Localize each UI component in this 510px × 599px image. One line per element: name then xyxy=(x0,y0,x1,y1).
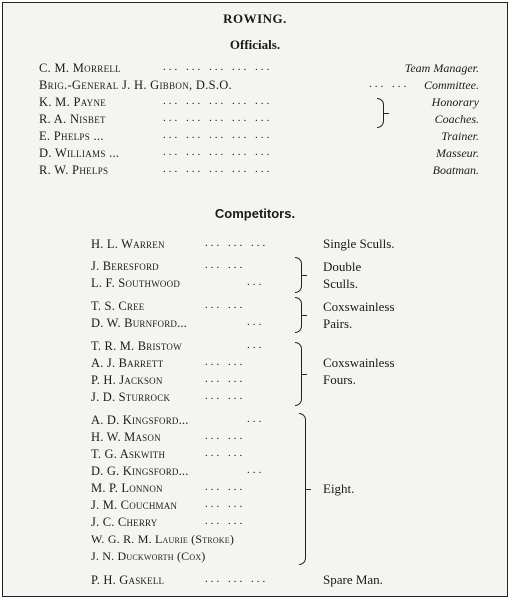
event-label: Eight. xyxy=(323,481,355,496)
leader-dots: ... ... xyxy=(205,299,246,311)
document-page xyxy=(2,2,508,597)
official-role: Masseur. xyxy=(435,146,479,160)
leader-dots: ... ... xyxy=(205,430,246,442)
event-label: Coxswainless xyxy=(323,299,395,314)
leader-dots: ... ... ... xyxy=(205,573,269,585)
official-name: R. A. Nisbet xyxy=(39,112,106,126)
leader-dots: ... ... xyxy=(205,481,246,493)
official-role: Team Manager. xyxy=(404,61,479,75)
leader-dots: ... ... ... ... ... xyxy=(163,163,273,175)
double-sculls-brace xyxy=(295,257,302,293)
competitor-name: J. N. Duckworth (Cox) xyxy=(91,549,206,563)
competitor-name: J. D. Sturrock xyxy=(91,390,171,404)
competitor-name: M. P. Lonnon xyxy=(91,481,163,495)
official-name: R. W. Phelps xyxy=(39,163,109,177)
event-label: Coxswainless xyxy=(323,355,395,370)
official-name: Brig.-General J. H. Gibbon, D.S.O. xyxy=(39,78,233,92)
event-label: Double xyxy=(323,259,362,274)
leader-dots: ... ... ... ... ... xyxy=(163,146,273,158)
leader-dots: ... xyxy=(247,464,265,476)
leader-dots: ... ... ... ... ... xyxy=(163,95,273,107)
competitor-name: D. W. Burnford... xyxy=(91,316,188,330)
coaches-brace xyxy=(377,98,384,128)
competitor-name: T. R. M. Bristow xyxy=(91,339,182,353)
leader-dots: ... ... xyxy=(369,78,410,90)
competitor-name: J. M. Couchman xyxy=(91,498,178,512)
leader-dots: ... ... xyxy=(205,373,246,385)
leader-dots: ... ... ... xyxy=(205,237,269,249)
competitor-name: L. F. Southwood xyxy=(91,276,181,290)
competitor-name: D. G. Kingsford... xyxy=(91,464,189,478)
competitor-name: T. G. Askwith xyxy=(91,447,166,461)
official-role: Trainer. xyxy=(441,129,479,143)
leader-dots: ... ... xyxy=(205,447,246,459)
official-role: Coaches. xyxy=(434,112,479,126)
leader-dots: ... xyxy=(247,276,265,288)
leader-dots: ... xyxy=(247,413,265,425)
event-label: Sculls. xyxy=(323,276,359,291)
fours-brace xyxy=(295,342,302,406)
competitor-name: A. J. Barrett xyxy=(91,356,164,370)
competitor-name: J. C. Cherry xyxy=(91,515,158,529)
official-name: C. M. Morrell xyxy=(39,61,121,75)
official-role: Committee. xyxy=(424,78,479,92)
competitor-name: T. S. Cree xyxy=(91,299,145,313)
leader-dots: ... ... ... ... ... xyxy=(163,129,273,141)
leader-dots: ... ... ... ... ... xyxy=(163,61,273,73)
official-role: Boatman. xyxy=(432,163,479,177)
leader-dots: ... ... xyxy=(205,515,246,527)
page-title: ROWING. xyxy=(223,11,287,26)
event-label: Pairs. xyxy=(323,316,353,331)
officials-heading: Officials. xyxy=(229,37,281,52)
leader-dots: ... ... xyxy=(205,498,246,510)
official-role: Honorary xyxy=(431,95,479,109)
event-label: Fours. xyxy=(323,372,356,387)
competitor-name: J. Beresford xyxy=(91,259,159,273)
leader-dots: ... ... xyxy=(205,259,246,271)
event-label: Spare Man. xyxy=(323,572,383,587)
event-label: Single Sculls. xyxy=(323,236,395,251)
competitor-name: P. H. Jackson xyxy=(91,373,163,387)
leader-dots: ... ... xyxy=(205,390,246,402)
competitors-heading: Competitors. xyxy=(214,206,296,221)
competitor-name: A. D. Kingsford... xyxy=(91,413,189,427)
official-name: D. Williams ... xyxy=(39,146,120,160)
competitor-name: W. G. R. M. Laurie (Stroke) xyxy=(91,532,235,546)
official-name: E. Phelps ... xyxy=(39,129,104,143)
eight-brace xyxy=(299,413,306,565)
official-name: K. M. Payne xyxy=(39,95,107,109)
leader-dots: ... ... xyxy=(205,356,246,368)
competitor-name: P. H. Gaskell xyxy=(91,573,165,587)
competitor-name: H. L. Warren xyxy=(91,237,165,251)
leader-dots: ... xyxy=(247,339,265,351)
leader-dots: ... ... ... ... ... xyxy=(163,112,273,124)
pairs-brace xyxy=(295,297,302,333)
leader-dots: ... xyxy=(247,316,265,328)
competitor-name: H. W. Mason xyxy=(91,430,161,444)
